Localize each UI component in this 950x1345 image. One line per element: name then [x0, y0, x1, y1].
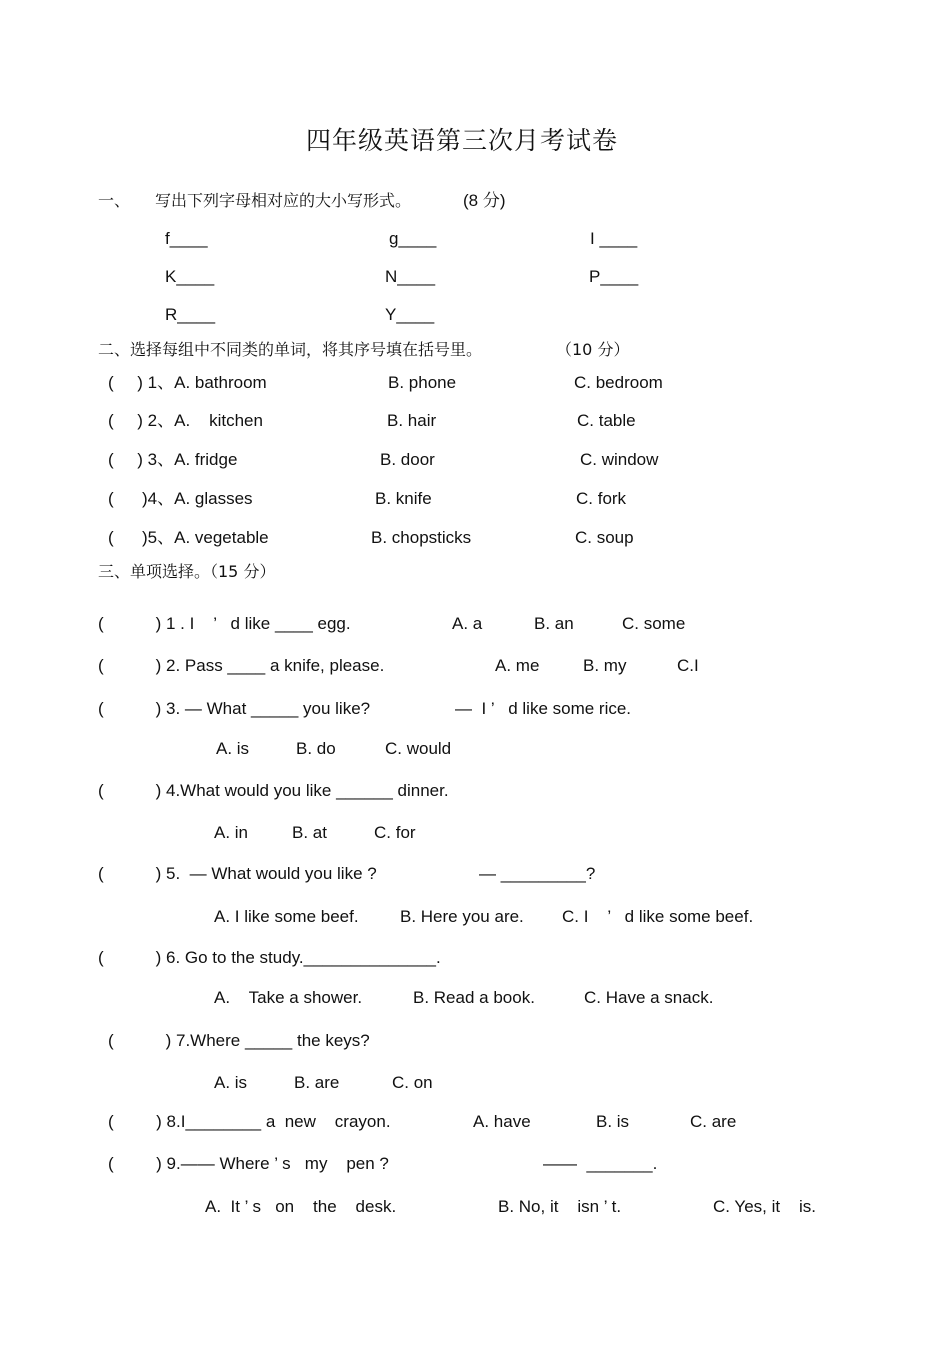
letter-blank[interactable]: R____ — [165, 305, 216, 324]
option-b: B. are — [294, 1073, 340, 1092]
letter-blank[interactable]: P____ — [589, 267, 639, 286]
question-stem: ( ) 7.Where _____ the keys? — [108, 1031, 370, 1050]
option-a: A. in — [214, 823, 249, 842]
letter-blank[interactable]: f____ — [165, 229, 208, 248]
option-a: A. It ’ s on the desk. — [205, 1197, 397, 1216]
option-b: B. door — [380, 450, 435, 469]
question-stem: ( ) 4.What would you like ______ dinner. — [98, 781, 449, 800]
question-stem: ( ) 2. Pass ____ a knife, please. — [98, 656, 385, 675]
letter-blank[interactable]: K____ — [165, 267, 215, 286]
option-c: C. on — [392, 1073, 433, 1092]
section2-question: ( )4、A. glasses — [108, 489, 253, 508]
option-c: C. Yes, it is. — [713, 1197, 816, 1216]
option-b: B. chopsticks — [371, 528, 472, 547]
option-b: B. my — [583, 656, 627, 675]
option-a: A. have — [473, 1112, 531, 1131]
question-answer: — I ’ d like some rice. — [455, 699, 632, 718]
option-b: B. knife — [375, 489, 432, 508]
option-b: B. Read a book. — [413, 988, 535, 1007]
section2-question: ( )5、A. vegetable — [108, 528, 269, 547]
section1-heading: 写出下列字母相对应的大小写形式。 — [155, 191, 412, 210]
option-b: B. do — [296, 739, 336, 758]
letter-blank[interactable]: Y____ — [385, 305, 435, 324]
section1-score: (8 分) — [463, 191, 506, 210]
question-stem: ( ) 3. — What _____ you like? — [98, 699, 371, 718]
option-b: B. No, it isn ’ t. — [498, 1197, 622, 1216]
option-b: B. phone — [388, 373, 457, 392]
section2-question: ( ) 3、A. fridge — [108, 450, 238, 469]
option-a: A. Take a shower. — [214, 988, 363, 1007]
option-c: C. I ’ d like some beef. — [562, 907, 754, 926]
option-a: A. is — [216, 739, 250, 758]
option-b: B. at — [292, 823, 327, 842]
option-c: C. bedroom — [574, 373, 663, 392]
question-stem: ( ) 1 . I ’ d like ____ egg. — [98, 614, 351, 633]
page-title: 四年级英语第三次月考试卷 — [306, 126, 619, 155]
section3-heading: 三、单项选择。（15 分） — [98, 562, 276, 581]
section2-question: ( ) 2、A. kitchen — [108, 411, 263, 430]
question-stem: ( ) 6. Go to the study.______________. — [98, 948, 441, 967]
option-b: B. Here you are. — [400, 907, 524, 926]
section2-score: （10 分） — [556, 340, 630, 359]
section2-question: ( ) 1、A. bathroom — [108, 373, 267, 392]
option-a: A. me — [495, 656, 540, 675]
option-c: C. table — [577, 411, 636, 430]
option-b: B. hair — [387, 411, 437, 430]
option-b: B. an — [534, 614, 574, 633]
letter-blank[interactable]: N____ — [385, 267, 436, 286]
option-c: C. window — [580, 450, 659, 469]
question-answer: —— _______. — [543, 1154, 658, 1173]
question-stem: ( ) 9.—— Where ’ s my pen ? — [108, 1154, 389, 1173]
section1-number: 一、 — [98, 191, 131, 210]
option-b: B. is — [596, 1112, 630, 1131]
option-c: C. fork — [576, 489, 627, 508]
option-c: C. soup — [575, 528, 634, 547]
option-c: C. Have a snack. — [584, 988, 714, 1007]
option-c: C. some — [622, 614, 686, 633]
letter-blank[interactable]: I ____ — [590, 229, 638, 248]
option-c: C. for — [374, 823, 416, 842]
option-a: A. is — [214, 1073, 248, 1092]
question-stem: ( ) 5. — What would you like ? — [98, 864, 377, 883]
question-answer: — _________? — [479, 864, 596, 883]
section2-heading: 二、选择每组中不同类的单词，将其序号填在括号里。 — [98, 340, 483, 359]
question-stem: ( ) 8.I________ a new crayon. — [108, 1112, 391, 1131]
option-c: C. are — [690, 1112, 737, 1131]
option-c: C.I — [677, 656, 699, 675]
option-c: C. would — [385, 739, 452, 758]
option-a: A. a — [452, 614, 483, 633]
option-a: A. I like some beef. — [214, 907, 359, 926]
letter-blank[interactable]: g____ — [389, 229, 437, 248]
